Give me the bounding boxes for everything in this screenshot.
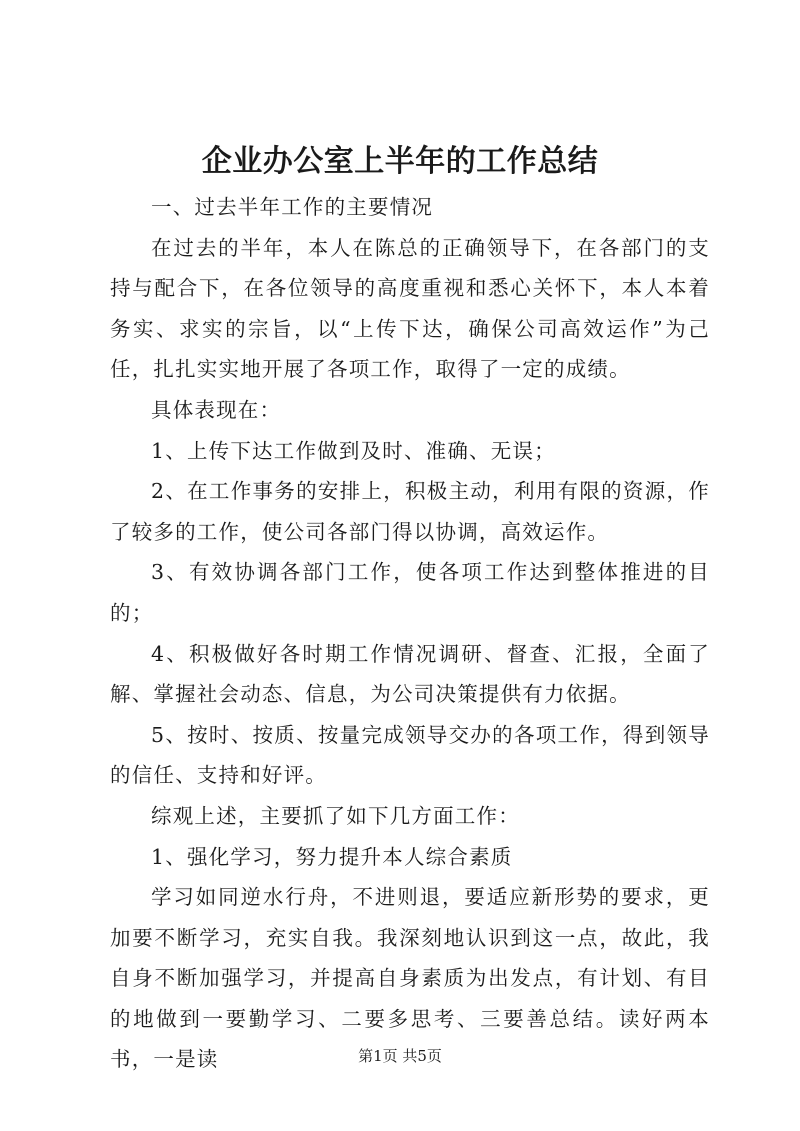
document-body xyxy=(110,187,710,1080)
subsection-heading: 1、强化学习，努力提升本人综合素质 xyxy=(151,844,513,869)
list-item: 1、上传下达工作做到及时、准确、无误； xyxy=(151,438,556,463)
paragraph: 学习如同逆水行舟，不进则退，要适应新形势的要求，更加要不断学习，充实自我。我深刻地认识到这一点，故此，我自身不断加强学习，并提高自身素质为出发点，有计划、有目的地做到一要勤学习、二要多思考、三要善总结。读好两本书，一是读 xyxy=(110,885,710,1072)
list-item: 5、按时、按质、按量完成领导交办的各项工作，得到领导的信任、支持和好评。 xyxy=(110,722,710,788)
paragraph: 具体表现在： xyxy=(151,397,282,422)
paragraph: 在过去的半年，本人在陈总的正确领导下，在各部门的支持与配合下，在各位领导的高度重视和悉心关怀下，本人本着务实、求实的宗旨，以“上传下达，确保公司高效运作”为己任，扎扎实实地开展了各项工作，取得了一定的成绩。 xyxy=(110,235,710,382)
list-item: 4、积极做好各时期工作情况调研、督查、汇报，全面了解、掌握社会动态、信息，为公司决策提供有力依据。 xyxy=(110,641,710,707)
list-item: 3、有效协调各部门工作，使各项工作达到整体推进的目的； xyxy=(110,560,710,625)
page-footer: 第1页 共5页 xyxy=(358,1047,442,1065)
paragraph: 综观上述，主要抓了如下几方面工作： xyxy=(151,803,520,828)
list-item: 2、在工作事务的安排上，积极主动，利用有限的资源，作了较多的工作，使公司各部门得以协调，高效运作。 xyxy=(110,479,710,544)
document-title: 企业办公室上半年的工作总结 xyxy=(201,144,599,179)
section-heading: 一、过去半年工作的主要情况 xyxy=(151,195,434,219)
